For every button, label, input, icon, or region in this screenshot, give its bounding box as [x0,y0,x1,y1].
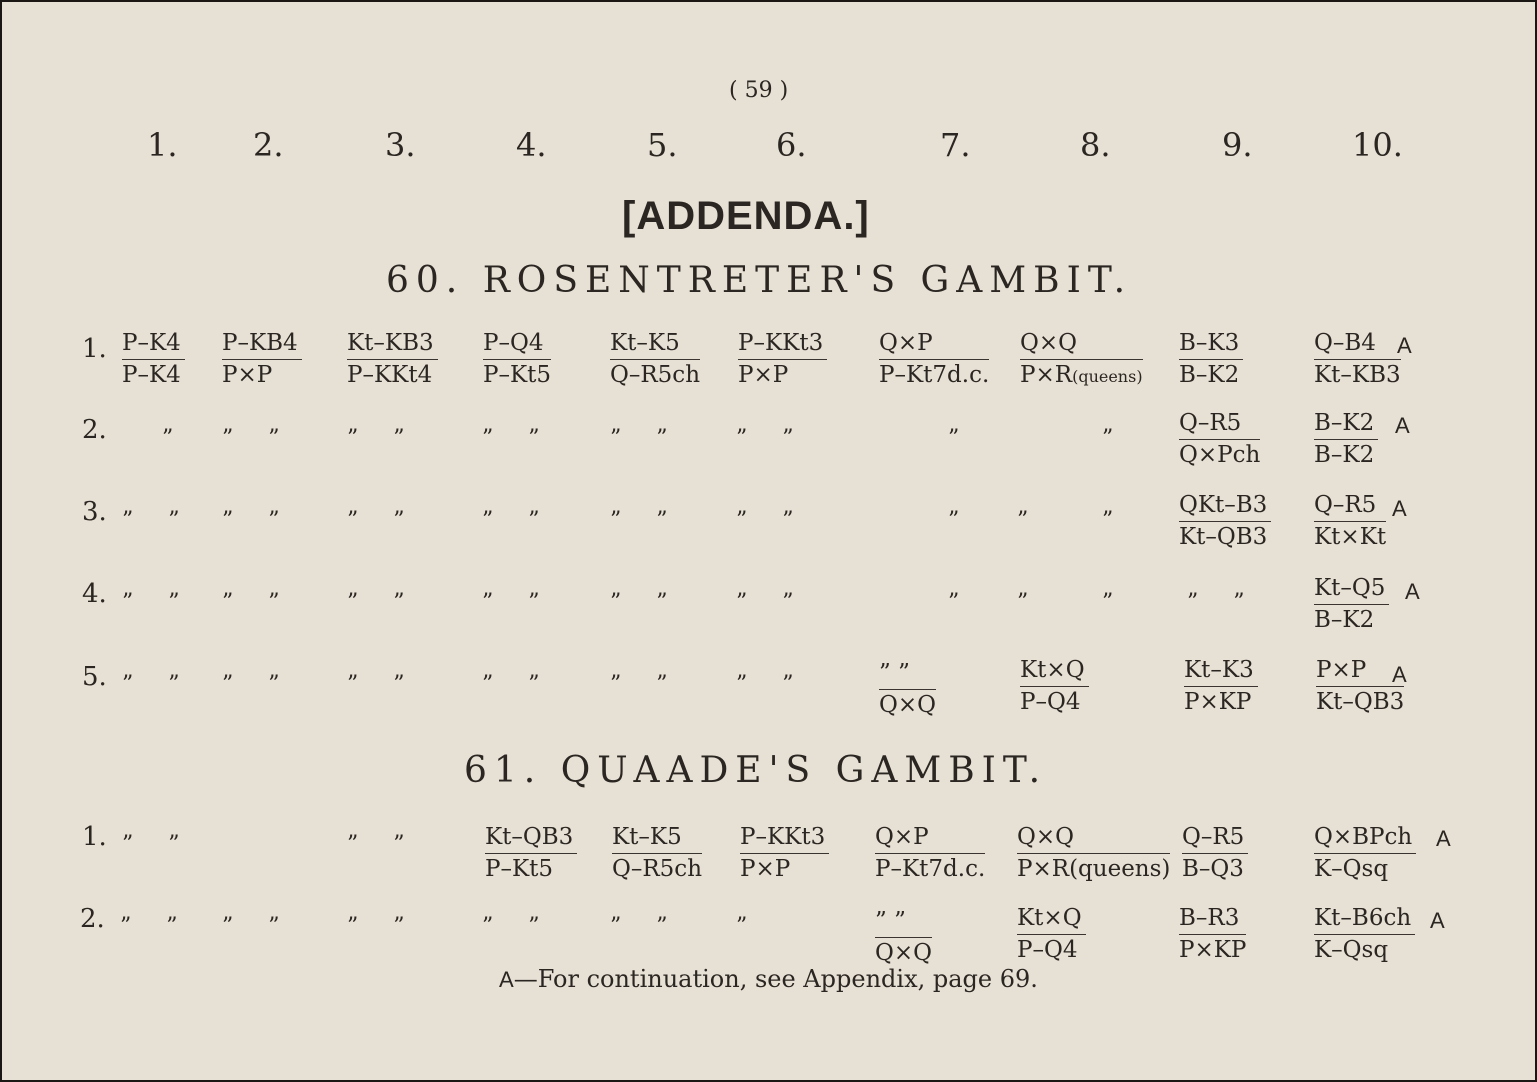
move-pair: P–KKt3 P×P [738,328,827,391]
column-number: 4. [516,126,547,164]
appendix-mark: A [1392,496,1407,521]
row-number: 1. [82,822,107,852]
move-pair: Kt–K5 Q–R5ch [612,824,703,882]
ditto-mark: ” ” [482,672,554,697]
move-pair: ” ” Q×Q [879,660,936,718]
ditto-mark: ” ” [347,672,419,697]
column-number: 8. [1080,126,1111,164]
ditto-mark: ” ” [222,508,294,533]
ditto-mark: ” [948,590,974,615]
ditto-mark: ” ” [482,590,554,615]
ditto-mark: ” [1017,508,1043,533]
row-number: 1. [82,334,107,364]
row-number: 4. [82,579,107,609]
ditto-mark: ” ” [1187,590,1259,615]
move-pair: P–KB4 P×P [222,328,302,391]
ditto-mark: ” ” [610,914,682,939]
move-pair: Kt–KB3 P–KKt4 [347,328,438,391]
ditto-mark: ” ” [482,508,554,533]
move-pair: Q×Q P×R(queens) [1017,824,1171,882]
row-number: 3. [82,497,107,527]
ditto-mark: ” [1102,426,1128,451]
move-pair: B–K2 B–K2 [1314,408,1378,471]
column-number: 5. [647,126,678,164]
move-pair: Q×P P–Kt7d.c. [879,330,990,388]
move-pair: Q–R5 Q×Pch [1179,410,1261,468]
ditto-mark: ” ” [122,672,194,697]
move-pair: P–K4 P–K4 [122,328,185,391]
ditto-mark: ” ” [122,832,194,857]
section-60-title: 60. ROSENTRETER'S GAMBIT. [386,260,1133,301]
column-number: 6. [776,126,807,164]
addenda-heading: [ADDENDA.] [622,194,870,238]
move-pair: Q×Q P×R(queens) [1020,330,1143,388]
move-pair: Q–R5 Kt×Kt [1314,492,1387,550]
ditto-mark: ” ” [122,590,194,615]
ditto-mark: ” ” [736,426,808,451]
move-pair: Q–B4 Kt–KB3 [1314,330,1401,388]
row-number: 5. [82,662,107,692]
ditto-mark: ” ” [122,508,194,533]
row-number: 2. [80,904,105,934]
column-number: 1. [147,126,178,164]
move-pair: B–K3 B–K2 [1179,328,1243,391]
move-pair: P–Q4 P–Kt5 [483,330,552,388]
ditto-mark: ” ” [222,914,294,939]
ditto-mark: ” ” [347,914,419,939]
column-number: 9. [1222,126,1253,164]
move-pair: Kt–K5 Q–R5ch [610,330,701,388]
appendix-mark: A [1392,662,1407,687]
move-pair: P–KKt3 P×P [740,822,829,885]
column-number: 10. [1352,126,1403,164]
move-pair: QKt–B3 Kt–QB3 [1179,490,1271,553]
ditto-mark: ” [1102,590,1128,615]
row-number: 2. [82,415,107,445]
ditto-mark: ” [1102,508,1128,533]
ditto-mark: ” ” [347,426,419,451]
move-pair: Kt–Q5 B–K2 [1314,573,1389,636]
appendix-mark: A [1436,826,1451,851]
ditto-mark: ” ” [482,914,554,939]
ditto-mark: ” [736,914,762,939]
ditto-mark: ” ” [482,426,554,451]
move-pair: Kt–K3 P×KP [1184,655,1258,718]
ditto-mark: ” ” [610,426,682,451]
ditto-mark: ” ” [736,672,808,697]
section-61-title: 61. QUAADE'S GAMBIT. [464,750,1048,791]
ditto-mark: ” [162,426,188,451]
appendix-mark: A [1405,579,1420,604]
ditto-mark: ” ” [736,508,808,533]
move-pair: Q–R5 B–Q3 [1182,822,1248,885]
ditto-mark: ” [948,426,974,451]
move-pair: Kt–B6ch K–Qsq [1314,903,1415,966]
appendix-mark: A [1430,908,1445,933]
move-pair: B–R3 P×KP [1179,905,1247,963]
move-pair: ” ” Q×Q [875,908,932,966]
appendix-mark: A [1397,333,1412,358]
column-number: 2. [253,126,284,164]
ditto-mark: ” ” [347,508,419,533]
footnote: A—For continuation, see Appendix, page 69. [499,965,1038,993]
move-pair: Q×P P–Kt7d.c. [875,824,986,882]
move-pair: Kt×Q P–Q4 [1017,903,1086,966]
ditto-mark: ” [1017,590,1043,615]
appendix-mark: A [1395,413,1410,438]
move-pair: Q×BPch K–Qsq [1314,822,1416,885]
move-pair: Kt×Q P–Q4 [1020,655,1089,718]
ditto-mark: ” ” [736,590,808,615]
column-number: 7. [940,126,971,164]
ditto-mark: ” ” [610,508,682,533]
ditto-mark: ” ” [610,590,682,615]
column-number: 3. [385,126,416,164]
ditto-mark: ” ” [347,590,419,615]
ditto-mark: ” ” [610,672,682,697]
ditto-mark: ” ” [222,590,294,615]
ditto-mark: ” [948,508,974,533]
ditto-mark: ” ” [120,914,192,939]
ditto-mark: ” ” [222,672,294,697]
ditto-mark: ” ” [222,426,294,451]
move-pair: Kt–QB3 P–Kt5 [485,822,577,885]
move-pair: P×P Kt–QB3 [1316,657,1405,715]
ditto-mark: ” ” [347,832,419,857]
page-number: ( 59 ) [729,78,789,103]
